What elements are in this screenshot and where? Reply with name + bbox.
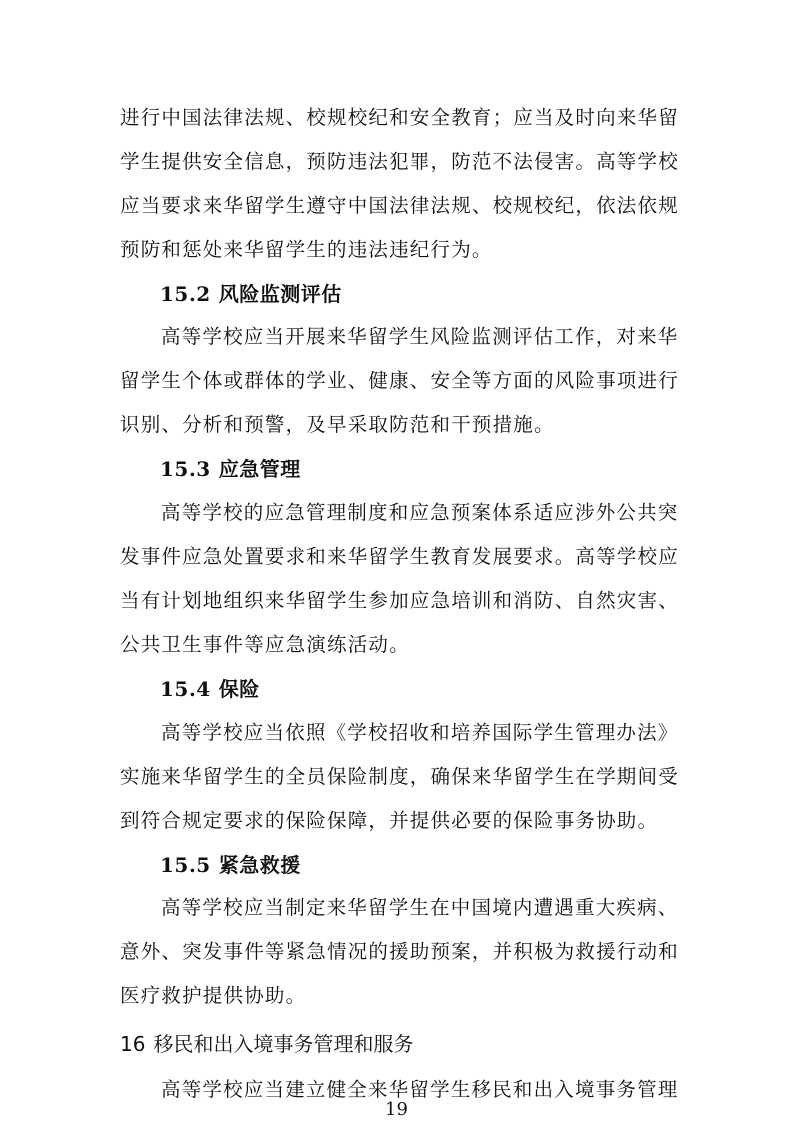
section-number: 15.4	[160, 677, 211, 701]
body-text-line: 实施来华留学生的全员保险制度，确保来华留学生在学期间受	[120, 765, 679, 788]
body-text-line: 高等学校应当开展来华留学生风险监测评估工作，对来华	[161, 325, 679, 348]
body-text-line: 意外、突发事件等紧急情况的援助预案，并积极为救援行动和	[120, 940, 679, 963]
section-heading-15-2	[160, 279, 342, 309]
body-text-line: 公共卫生事件等应急演练活动。	[120, 633, 410, 656]
body-text-line: 发事件应急处置要求和来华留学生教育发展要求。高等学校应	[120, 545, 679, 568]
section-number: 16	[120, 1032, 146, 1056]
section-title: 应急管理	[218, 457, 301, 481]
body-text-line: 高等学校应当依照《学校招收和培养国际学生管理办法》	[161, 721, 679, 744]
section-heading-15-4	[160, 674, 260, 704]
section-heading-16	[120, 1029, 413, 1059]
section-number: 15.3	[160, 457, 211, 481]
body-text-line: 学生提供安全信息，预防违法犯罪，防范不法侵害。高等学校	[120, 150, 679, 173]
body-text-line: 预防和惩处来华留学生的违法违纪行为。	[120, 238, 493, 261]
body-text-line: 医疗救护提供协助。	[120, 984, 307, 1007]
section-heading-15-3	[160, 454, 301, 484]
body-text-line: 当有计划地组织来华留学生参加应急培训和消防、自然灾害、	[120, 589, 679, 612]
section-heading-15-5	[160, 850, 301, 880]
body-text-line: 应当要求来华留学生遵守中国法律法规、校规校纪，依法依规	[120, 194, 679, 217]
section-title: 风险监测评估	[218, 282, 342, 306]
body-text-line: 高等学校应当建立健全来华留学生移民和出入境事务管理	[161, 1078, 679, 1101]
section-title: 紧急救援	[218, 853, 301, 877]
section-title: 保险	[218, 677, 260, 701]
page-number: 19	[385, 1099, 408, 1120]
body-text-line: 留学生个体或群体的学业、健康、安全等方面的风险事项进行	[120, 369, 679, 392]
body-text-line: 进行中国法律法规、校规校纪和安全教育；应当及时向来华留	[120, 106, 679, 129]
body-text-line: 高等学校的应急管理制度和应急预案体系适应涉外公共突	[161, 501, 679, 524]
body-text-line: 到符合规定要求的保险保障，并提供必要的保险事务协助。	[120, 809, 659, 832]
body-text-line: 识别、分析和预警，及早采取防范和干预措施。	[120, 413, 555, 436]
section-number: 15.5	[160, 853, 211, 877]
section-number: 15.2	[160, 282, 211, 306]
body-text-line: 高等学校应当制定来华留学生在中国境内遭遇重大疾病、	[161, 896, 679, 919]
section-title: 移民和出入境事务管理和服务	[153, 1032, 414, 1056]
